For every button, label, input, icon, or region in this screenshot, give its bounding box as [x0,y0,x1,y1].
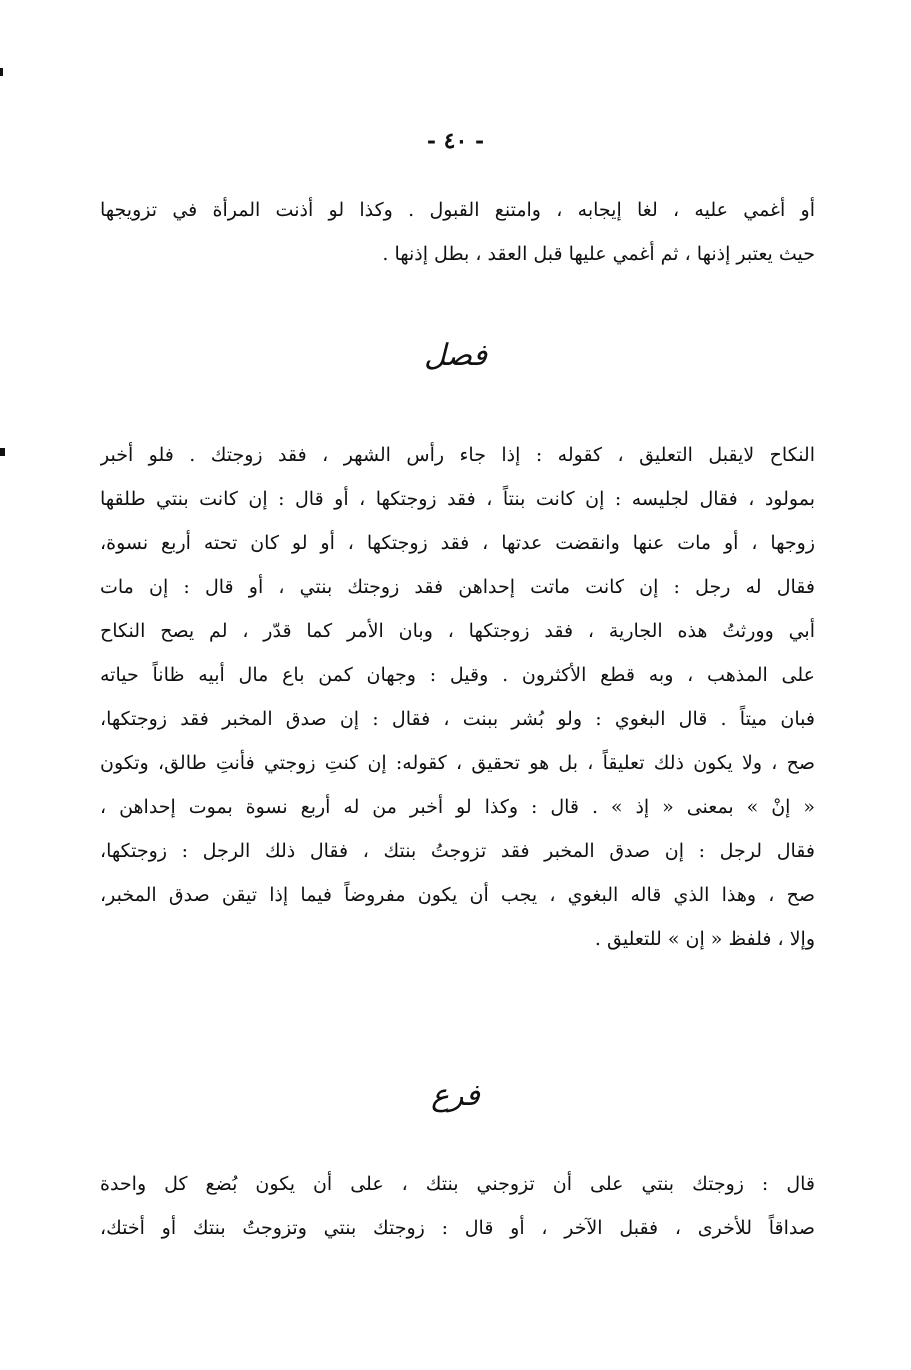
page-number: - ٤٠ - [426,128,485,154]
paragraph-marriage-conditions [100,433,815,961]
text-line: وإلا ، فلفظ « إن » للتعليق . [594,928,815,950]
section-heading-far: فرع [431,1078,480,1113]
scan-edge-mark-middle [0,448,5,456]
scan-edge-mark-top [0,68,3,76]
text-line: فقال لرجل : إن صدق المخبر فقد تزوجتُ بنتك ، فقال ذلك الرجل : زوجتكها، [100,840,815,862]
text-line: قال : زوجتك بنتي على أن تزوجني بنتك ، على أن يكون بُضع كل واحدة [100,1173,815,1195]
text-line: بمولود ، فقال لجليسه : إن كانت بنتاً ، فقد زوجتكها ، أو قال : إن كانت بنتي طلقها [100,488,815,510]
paragraph-continuation [100,188,815,276]
text-line: فقال له رجل : إن كانت ماتت إحداهن فقد زوجتك بنتي ، أو قال : إن مات [100,576,815,598]
text-line: أبي وورثتُ هذه الجارية ، فقد زوجتكها ، وبان الأمر كما قدّر ، لم يصح النكاح [100,620,815,642]
text-line: أو أغمي عليه ، لغا إيجابه ، وامتنع القبول . وكذا لو أذنت المرأة في تزويجها [100,199,815,221]
text-line: « إنْ » بمعنى « إذ » . قال : وكذا لو أخبر من له أربع نسوة بموت إحداهن ، [100,796,815,818]
text-line: على المذهب ، وبه قطع الأكثرون . وقيل : وجهان كمن باع مال أبيه ظاناً حياته [100,664,815,686]
text-line: صداقاً للأخرى ، فقبل الآخر ، أو قال : زوجتك بنتي وتزوجتُ بنتك أو أختك، [100,1217,815,1239]
paragraph-shighar [100,1162,815,1250]
text-line: النكاح لايقبل التعليق ، كقوله : إذا جاء رأس الشهر ، فقد زوجتك . فلو أخبر [100,444,815,466]
section-heading-fasl: فصل [423,338,488,373]
text-line: صح ، ولا يكون ذلك تعليقاً ، بل هو تحقيق ، كقوله: إن كنتِ زوجتي فأنتِ طالق، وتكون [100,752,815,774]
text-line: زوجها ، أو مات عنها وانقضت عدتها ، فقد زوجتكها ، أو لو كان تحته أربع نسوة، [100,532,815,554]
text-line: فبان ميتاً . قال البغوي : ولو بُشر ببنت ، فقال : إن صدق المخبر فقد زوجتكها، [100,708,815,730]
text-line: صح ، وهذا الذي قاله البغوي ، يجب أن يكون مفروضاً فيما إذا تيقن صدق المخبر، [100,884,815,906]
text-line: حيث يعتبر إذنها ، ثم أغمي عليها قبل العقد ، بطل إذنها . [382,243,815,265]
